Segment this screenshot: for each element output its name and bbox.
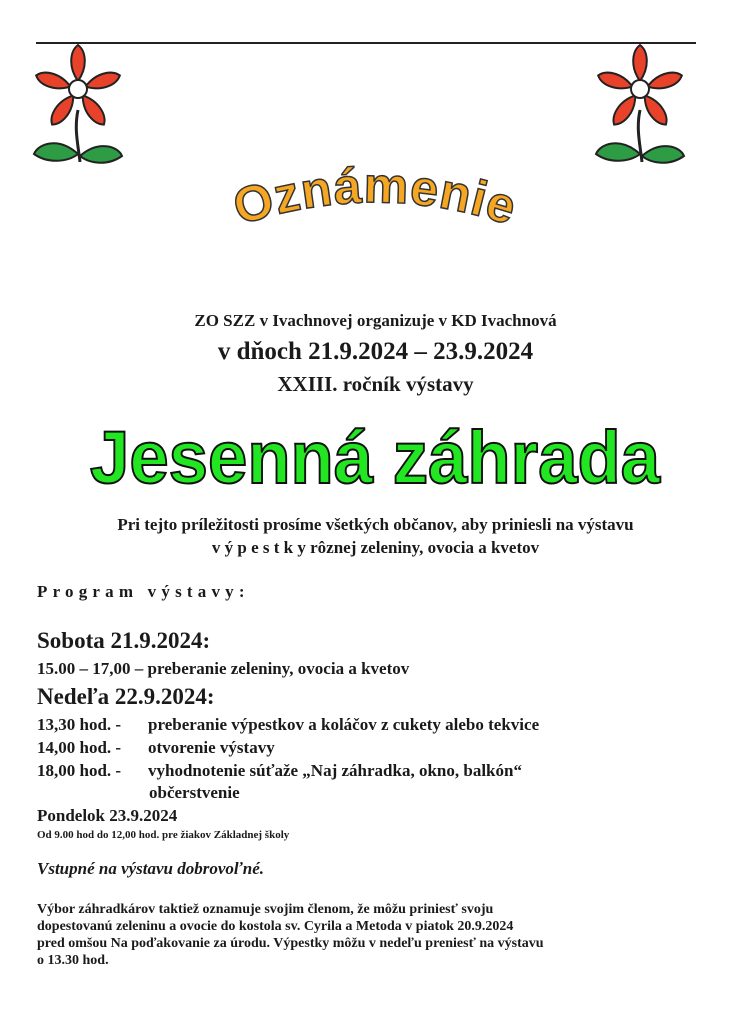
item-text: otvorenie výstavy <box>148 738 275 757</box>
final-paragraph-line: pred omšou Na poďakovanie za úrodu. Výpestky môžu v nedeľu preniesť na výstavu <box>37 936 544 951</box>
item-time: 18,00 hod. - <box>37 761 122 780</box>
entry-note: Vstupné na výstavu dobrovoľné. <box>37 859 265 878</box>
announcement-heading <box>140 165 610 275</box>
monday-note: Od 9.00 hod do 12,00 hod. pre žiakov Základnej školy <box>37 829 290 841</box>
dates-line: v dňoch 21.9.2024 – 23.9.2024 <box>217 338 534 365</box>
svg-text:Jesenná záhrada: Jesenná záhrada <box>90 416 661 499</box>
flower-icon-left <box>28 44 128 169</box>
monday-heading: Pondelok 23.9.2024 <box>37 806 178 825</box>
final-paragraph-line: o 13.30 hod. <box>37 953 109 968</box>
svg-text:Oznámenie: Oznámenie <box>227 165 524 236</box>
saturday-heading: Sobota 21.9.2024: <box>37 628 211 653</box>
sunday-heading: Nedeľa 22.9.2024: <box>37 684 215 709</box>
item-time: 14,00 hod. - <box>37 738 122 757</box>
program-heading: Program výstavy: <box>37 582 250 601</box>
flower-icon-right <box>590 44 690 169</box>
final-paragraph-line: Výbor záhradkárov taktiež oznamuje svojim členom, že môžu priniesť svoju <box>37 902 494 917</box>
final-paragraph-line: dopestovanú zeleninu a ovocie do kostola sv. Cyrila a Metoda v piatok 20.9.2024 <box>37 919 514 934</box>
invitation-line-1: Pri tejto príležitosti prosíme všetkých občanov, aby priniesli na výstavu <box>117 515 634 534</box>
organizer-line: ZO SZZ v Ivachnovej organizuje v KD Ivachnová <box>194 311 557 330</box>
item-text: vyhodnotenie súťaže „Naj záhradka, okno, balkón“ <box>148 761 522 780</box>
item-time: 13,30 hod. - <box>37 715 122 734</box>
edition-line: XXIII. ročník výstavy <box>277 372 474 396</box>
exhibition-title <box>0 413 751 503</box>
item-text: preberanie výpestkov a koláčov z cukety alebo tekvice <box>148 715 540 734</box>
refreshments-line: občerstvenie <box>149 783 240 802</box>
saturday-line: 15.00 – 17,00 – preberanie zeleniny, ovocia a kvetov <box>37 659 410 678</box>
invitation-line-2: v ý p e s t k y rôznej zeleniny, ovocia a kvetov <box>211 538 540 557</box>
